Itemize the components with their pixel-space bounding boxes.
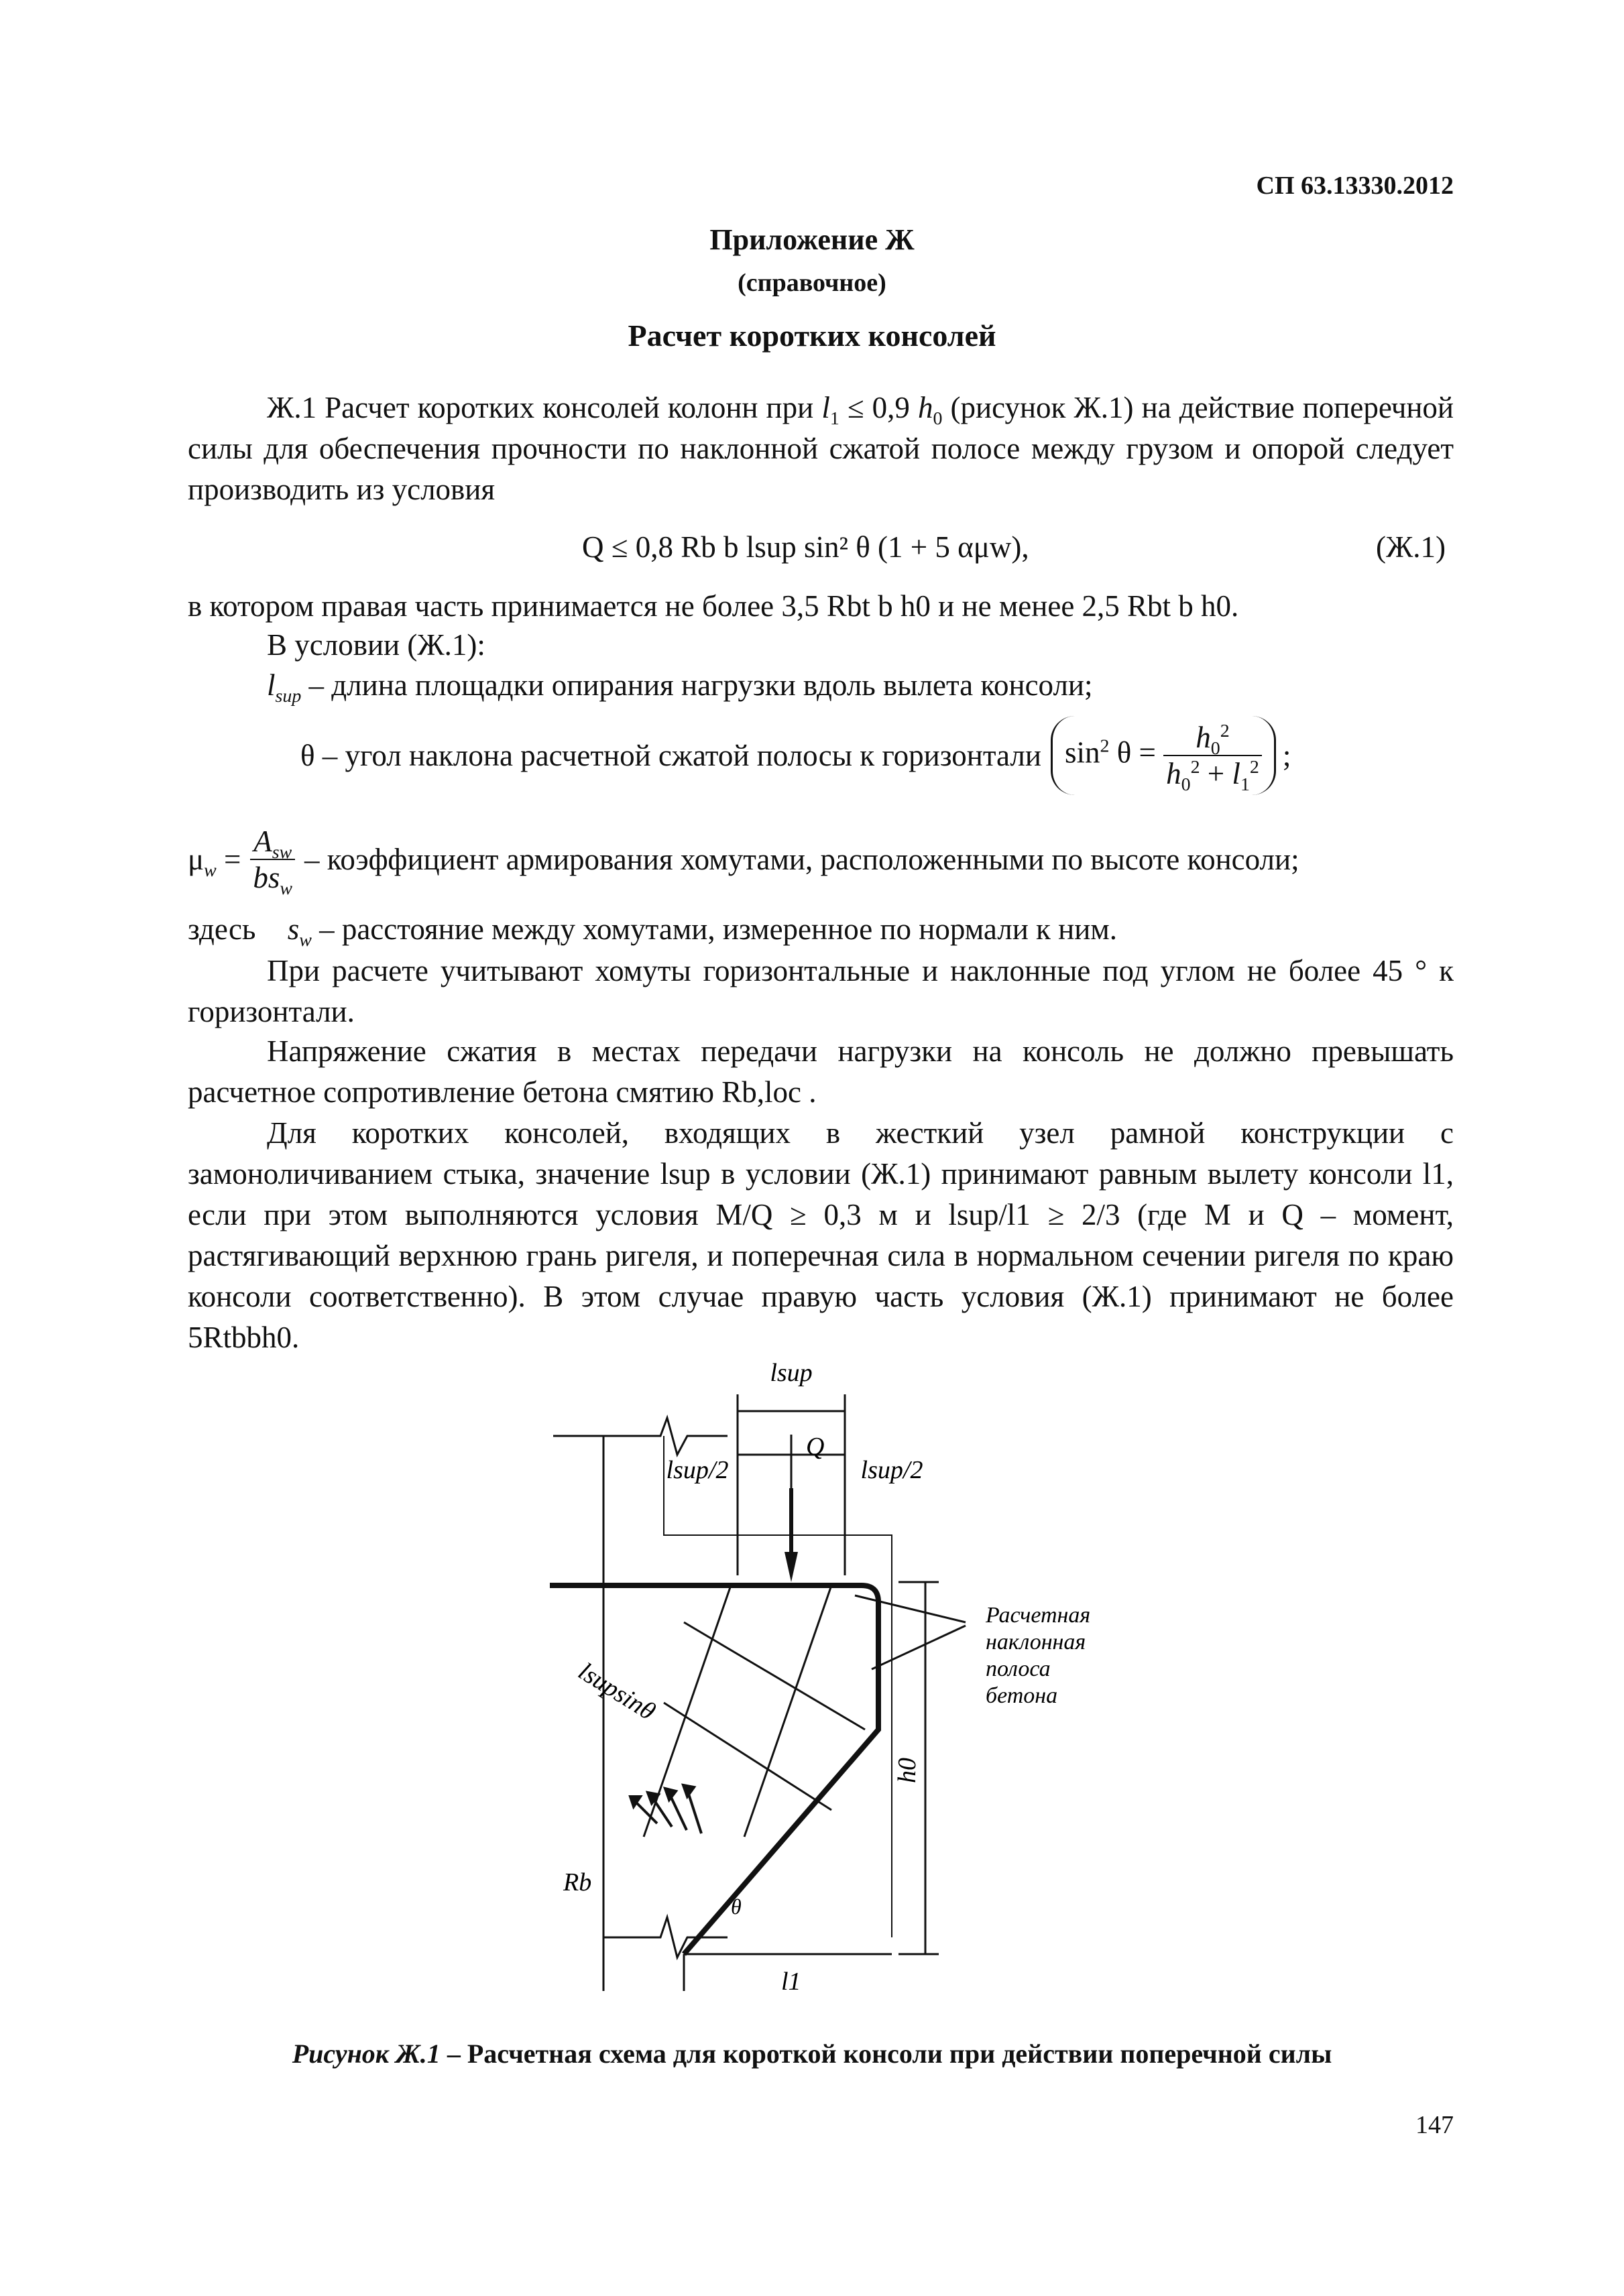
formula-1: Q ≤ 0,8 Rb b lsup sin² θ (1 + 5 αμw), [582,530,1029,564]
label-lsup-sin-theta: lsupsinθ [573,1657,660,1726]
sw-definition: здесь $s_w$ – расстояние между хомутами, измеренное по нормали к ним. [188,912,1118,951]
label-lsup-half-left: lsup/2 [666,1456,729,1484]
label-rb: Rb [563,1868,592,1896]
document-code: СП 63.13330.2012 [1256,172,1454,200]
label-q: Q [806,1433,825,1461]
annotation-line-1: Расчетная [986,1603,1091,1628]
label-lsup: lsup [770,1359,813,1387]
paragraph-2: в котором правая часть принимается не более 3,5 Rbt b h0 и не менее 2,5 Rbt b h0. [188,589,1239,623]
paragraph-8: При расчете учитывают хомуты горизонтальные и наклонные под углом не более 45 ° к горизонтали. [188,954,1454,1028]
paragraph-3: В условии (Ж.1): [267,628,485,662]
mu-definition: $\mu_w$ = $\frac{A_{sw}}{bs_w}$ – коэффициент армирования хомутами, расположенными по высоте консоли; [188,825,1299,899]
page-number: 147 [1415,2111,1454,2139]
paragraph-1: Ж.1 Расчет коротких консолей колонн при $l_1 \le 0,9$ $h_0$ (рисунок Ж.1) на действие поперечной силы для обеспечения прочности по наклонной сжатой полосе между грузом и опорой следует производить из условия [188,391,1454,506]
theta-definition: θ – угол наклона расчетной сжатой полосы к горизонтали $\sin^2 \theta$ = $\frac{h_0^2}{h_0^2 + l_1^2}$ ; [300,705,1291,806]
paragraph-9: Напряжение сжатия в местах передачи нагрузки на консоль не должно превышать расчетное сопротивление бетона смятию Rb,loc . [188,1034,1454,1109]
figure-short-console [496,1354,1435,1991]
label-lsup-half-right: lsup/2 [860,1456,923,1484]
sin-theta-formula: $\sin^2 \theta$ = $\frac{h_0^2}{h_0^2 + l_1^2}$ [1051,716,1276,795]
section-title: Расчет коротких консолей [628,318,996,353]
formula-1-number: (Ж.1) [1376,530,1446,564]
paragraph-10: Для коротких консолей, входящих в жесткий узел рамной конструкции с замоноличиванием стыка, значение lsup в условии (Ж.1) принимают равным вылету консоли l1, если при этом выполняются условия M/Q ≥ 0,3 м и lsup/l1 ≥ 2/3 (где M и Q – момент, растягивающий верхнюю грань ригеля, и поперечная сила в нормальном сечении ригеля по краю консоли соответственно). В этом случае правую часть условия (Ж.1) принимают не более 5Rtbbh0. [188,1116,1454,1354]
annotation-line-2: наклонная [986,1630,1086,1654]
label-theta: θ [731,1894,742,1919]
figure-caption: Рисунок Ж.1 – Расчетная схема для короткой консоли при действии поперечной силы [292,2039,1332,2069]
lsup-definition: $l_{sup}$ – длина площадки опирания нагрузки вдоль вылета консоли; [267,668,1093,707]
annotation-line-4: бетона [986,1683,1058,1708]
appendix-title: Приложение Ж [709,223,915,256]
appendix-subtitle: (справочное) [738,269,886,297]
label-h0: h0 [893,1758,921,1783]
label-l1: l1 [781,1968,801,1991]
annotation-line-3: полоса [986,1656,1051,1681]
